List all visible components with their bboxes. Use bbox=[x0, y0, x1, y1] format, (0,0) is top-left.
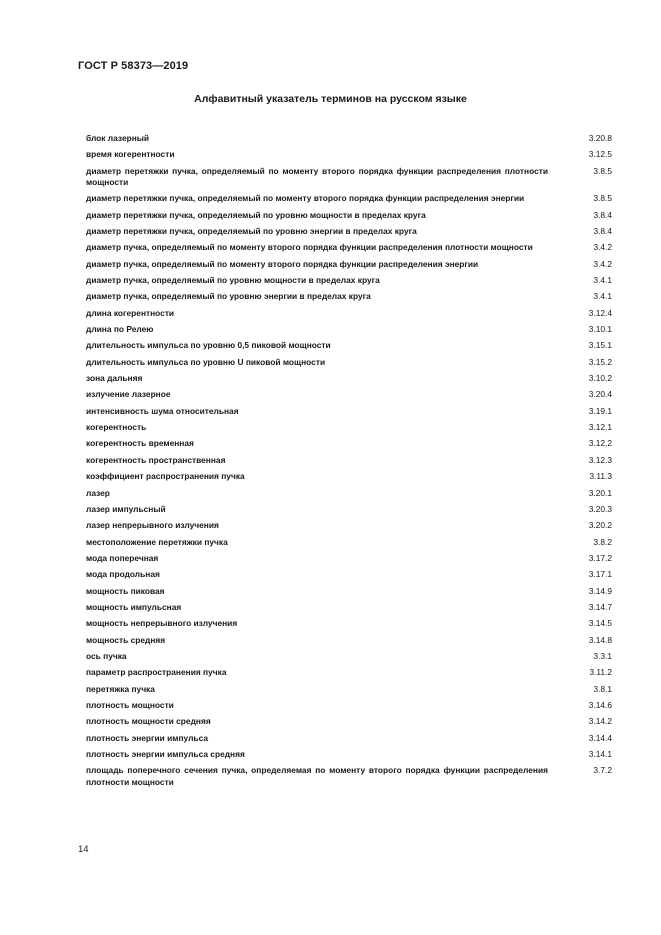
index-entry bbox=[86, 373, 612, 384]
index-term: площадь поперечного сечения пучка, определяемая по моменту второго порядка функции распределения плотности мощности bbox=[86, 765, 548, 787]
index-term: длительность импульса по уровню U пиковой мощности bbox=[86, 356, 326, 367]
index-entry bbox=[86, 635, 612, 646]
index-section-ref: 3.12.1 bbox=[588, 422, 612, 433]
index-term: плотность мощности средняя bbox=[86, 716, 211, 727]
index-term: мощность импульсная bbox=[86, 601, 182, 612]
index-section-ref: 3.8.5 bbox=[593, 165, 612, 176]
index-term: диаметр пучка, определяемый по уровню энергии в пределах круга bbox=[86, 291, 371, 302]
index-term: когерентность временная bbox=[86, 438, 194, 449]
index-entry bbox=[86, 537, 612, 548]
index-term: параметр распространения пучка bbox=[86, 667, 227, 678]
index-entry bbox=[86, 166, 612, 189]
index-section-ref: 3.4.1 bbox=[593, 275, 612, 286]
page-number: 14 bbox=[78, 844, 89, 855]
index-section-ref: 3.8.2 bbox=[593, 536, 612, 547]
index-term: мода продольная bbox=[86, 569, 160, 580]
index-term: перетяжка пучка bbox=[86, 683, 155, 694]
index-section-ref: 3.12.2 bbox=[588, 438, 612, 449]
index-term: когерентность пространственная bbox=[86, 454, 226, 465]
index-entry bbox=[86, 259, 612, 270]
index-section-ref: 3.8.4 bbox=[593, 209, 612, 220]
index-term: длина по Релею bbox=[86, 324, 154, 335]
index-section-ref: 3.20.8 bbox=[588, 133, 612, 143]
index-entry bbox=[86, 471, 612, 482]
index-term: блок лазерный bbox=[86, 133, 150, 143]
index-term: лазер импульсный bbox=[86, 503, 166, 514]
index-term: местоположение перетяжки пучка bbox=[86, 536, 228, 547]
index-entry bbox=[86, 438, 612, 449]
index-entry bbox=[86, 242, 612, 253]
index-section-ref: 3.20.4 bbox=[588, 389, 612, 400]
index-term: плотность мощности bbox=[86, 699, 174, 710]
index-section-ref: 3.14.9 bbox=[588, 585, 612, 596]
index-term: мода поперечная bbox=[86, 552, 159, 563]
index-entry bbox=[86, 749, 612, 760]
index-entry bbox=[86, 210, 612, 221]
index-term: диаметр перетяжки пучка, определяемый по моменту второго порядка функции распределения энергии bbox=[86, 193, 525, 204]
index-entry bbox=[86, 291, 612, 302]
index-term: длительность импульса по уровню 0,5 пиковой мощности bbox=[86, 340, 331, 351]
index-term: диаметр перетяжки пучка, определяемый по уровню мощности в пределах круга bbox=[86, 209, 426, 220]
index-term: когерентность bbox=[86, 422, 147, 433]
index-term: ось пучка bbox=[86, 650, 127, 661]
index-entry bbox=[86, 226, 612, 237]
index-term: диаметр пучка, определяемый по моменту второго порядка функции распределения энергии bbox=[86, 258, 479, 269]
index-section-ref: 3.14.8 bbox=[588, 634, 612, 645]
index-term: время когерентности bbox=[86, 149, 175, 160]
index-section-ref: 3.14.2 bbox=[588, 716, 612, 727]
index-term: диаметр пучка, определяемый по моменту второго порядка функции распределения плотности мощности bbox=[86, 242, 533, 253]
index-entry bbox=[86, 340, 612, 351]
index-section-ref: 3.4.1 bbox=[593, 291, 612, 302]
term-index-list bbox=[86, 133, 612, 793]
index-entry bbox=[86, 389, 612, 400]
index-section-ref: 3.15.1 bbox=[588, 340, 612, 351]
index-term: длина когерентности bbox=[86, 307, 175, 318]
index-section-ref: 3.14.5 bbox=[588, 618, 612, 629]
index-term: излучение лазерное bbox=[86, 389, 171, 400]
index-section-ref: 3.15.2 bbox=[588, 356, 612, 367]
index-term: плотность энергии импульса bbox=[86, 732, 208, 743]
index-term: лазер bbox=[86, 487, 110, 498]
index-term: лазер непрерывного излучения bbox=[86, 520, 219, 531]
index-term: мощность пиковая bbox=[86, 585, 165, 596]
index-entry bbox=[86, 651, 612, 662]
index-title: Алфавитный указатель терминов на русском языке bbox=[194, 93, 467, 105]
index-entry bbox=[86, 667, 612, 678]
index-section-ref: 3.10.2 bbox=[588, 373, 612, 384]
index-term: диаметр пучка, определяемый по уровню мощности в пределах круга bbox=[86, 275, 380, 286]
index-entry bbox=[86, 553, 612, 564]
index-entry bbox=[86, 520, 612, 531]
index-section-ref: 3.14.7 bbox=[588, 601, 612, 612]
index-entry bbox=[86, 733, 612, 744]
index-section-ref: 3.12.4 bbox=[588, 307, 612, 318]
index-entry bbox=[86, 602, 612, 613]
index-section-ref: 3.14.4 bbox=[588, 732, 612, 743]
index-section-ref: 3.8.5 bbox=[593, 193, 612, 204]
index-section-ref: 3.20.3 bbox=[588, 503, 612, 514]
index-term: интенсивность шума относительная bbox=[86, 405, 239, 416]
index-term: плотность энергии импульса средняя bbox=[86, 749, 245, 760]
index-entry bbox=[86, 716, 612, 727]
index-section-ref: 3.3.1 bbox=[593, 650, 612, 661]
index-entry bbox=[86, 765, 612, 788]
index-entry bbox=[86, 406, 612, 417]
index-entry bbox=[86, 324, 612, 335]
index-section-ref: 3.8.4 bbox=[593, 226, 612, 237]
index-entry bbox=[86, 193, 612, 204]
index-entry bbox=[86, 586, 612, 597]
index-entry bbox=[86, 569, 612, 580]
index-term: мощность средняя bbox=[86, 634, 166, 645]
index-entry bbox=[86, 149, 612, 160]
index-section-ref: 3.12.3 bbox=[588, 454, 612, 465]
index-entry bbox=[86, 133, 612, 144]
index-section-ref: 3.17.2 bbox=[588, 552, 612, 563]
document-code: ГОСТ Р 58373—2019 bbox=[78, 60, 189, 72]
index-section-ref: 3.14.6 bbox=[588, 699, 612, 710]
index-entry bbox=[86, 684, 612, 695]
index-section-ref: 3.11.3 bbox=[589, 471, 612, 482]
index-term: диаметр перетяжки пучка, определяемый по уровню энергии в пределах круга bbox=[86, 226, 417, 237]
index-section-ref: 3.19.1 bbox=[588, 405, 612, 416]
index-section-ref: 3.14.1 bbox=[588, 749, 612, 760]
index-section-ref: 3.20.2 bbox=[588, 520, 612, 531]
index-section-ref: 3.7.2 bbox=[593, 765, 612, 776]
index-term: коэффициент распространения пучка bbox=[86, 471, 245, 482]
index-entry bbox=[86, 455, 612, 466]
index-entry bbox=[86, 700, 612, 711]
index-section-ref: 3.20.1 bbox=[588, 487, 612, 498]
index-entry bbox=[86, 422, 612, 433]
index-section-ref: 3.4.2 bbox=[593, 242, 612, 253]
index-term: диаметр перетяжки пучка, определяемый по моменту второго порядка функции распределения плотности мощности bbox=[86, 165, 548, 187]
index-section-ref: 3.11.2 bbox=[589, 667, 612, 678]
index-entry bbox=[86, 275, 612, 286]
index-entry bbox=[86, 504, 612, 515]
index-section-ref: 3.10.1 bbox=[588, 324, 612, 335]
index-entry bbox=[86, 618, 612, 629]
index-section-ref: 3.8.1 bbox=[593, 683, 612, 694]
index-entry bbox=[86, 308, 612, 319]
index-section-ref: 3.17.1 bbox=[588, 569, 612, 580]
index-term: зона дальняя bbox=[86, 373, 143, 384]
index-entry bbox=[86, 357, 612, 368]
index-term: мощность непрерывного излучения bbox=[86, 618, 238, 629]
index-section-ref: 3.4.2 bbox=[593, 258, 612, 269]
index-entry bbox=[86, 488, 612, 499]
index-section-ref: 3.12.5 bbox=[588, 149, 612, 160]
